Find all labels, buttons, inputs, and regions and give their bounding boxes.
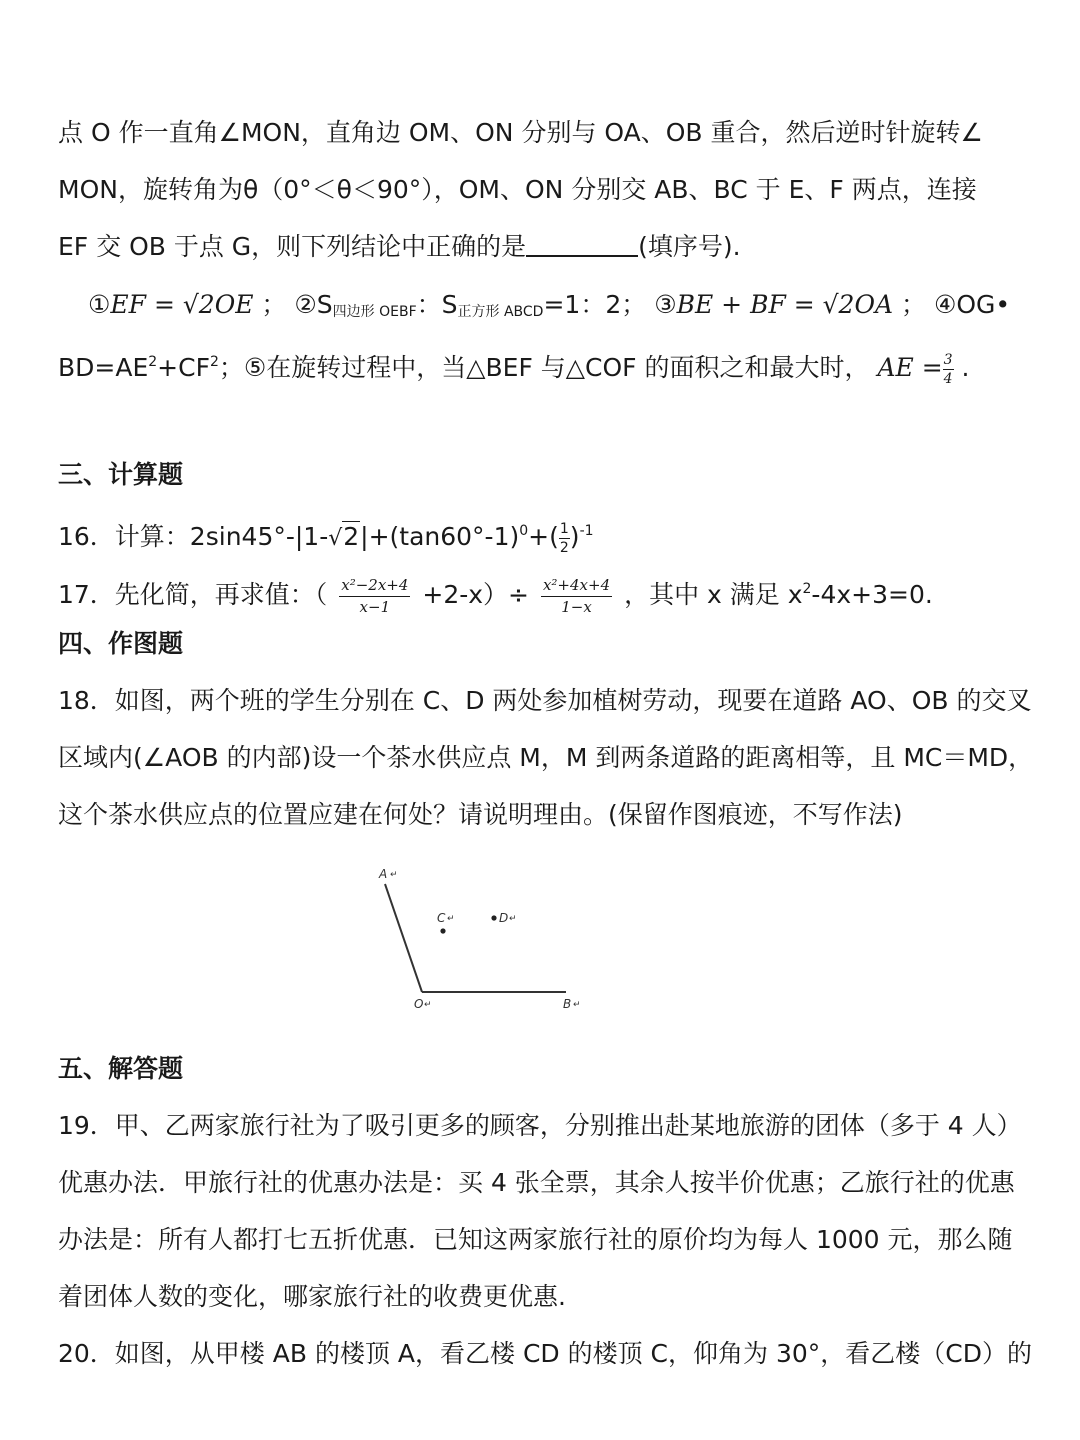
q15-line-1: 点 O 作一直角∠MON，直角边 OM、ON 分别与 OA、OB 重合，然后逆时针旋转∠: [58, 118, 983, 147]
q15-line-3-text: EF 交 OB 于点 G，则下列结论中正确的是: [58, 232, 527, 261]
separator: ；: [900, 290, 926, 319]
section-5-heading: 五、解答题: [58, 1054, 184, 1083]
sqrt-radicand: 2: [343, 522, 360, 551]
option-1-marker: ①: [88, 290, 111, 319]
q17-text-c: ，其中 x 满足 x: [624, 580, 803, 609]
label-a: A: [379, 867, 388, 881]
q15-line-3: [58, 230, 1030, 264]
q18-line-3: 这个茶水供应点的位置应建在何处？请说明理由。(保留作图痕迹，不写作法): [58, 800, 903, 829]
q16-text-a: 16．计算：2sin45°-|1-: [58, 522, 329, 551]
q17-fraction-1: [339, 575, 410, 616]
q15-line-5-b: +CF: [157, 353, 210, 382]
q16-text-d: ): [569, 522, 580, 551]
superscript: 2: [209, 354, 219, 370]
q18-line-1: 18．如图，两个班的学生分别在 C、D 两处参加植树劳动，现要在道路 AO、OB 的交叉: [58, 686, 1032, 715]
fraction-numerator: x²+4x+4: [541, 578, 612, 597]
superscript: 2: [802, 581, 812, 597]
q15-options-line: [88, 288, 1030, 329]
q15-line-5-a: BD=AE: [58, 353, 149, 382]
fraction-numerator: x²−2x+4: [339, 578, 410, 597]
ray-oa: [385, 884, 422, 992]
section-3-heading: 三、计算题: [58, 460, 184, 489]
return-mark: ↵: [573, 1000, 581, 1010]
q19-line-1: 19．甲、乙两家旅行社为了吸引更多的顾客，分别推出赴某地旅游的团体（多于 4 人）: [58, 1111, 1022, 1140]
fraction-numerator: 3: [943, 351, 953, 368]
ae-formula: AE =: [877, 353, 943, 382]
q16-fraction: [559, 522, 570, 555]
q19-line-3: 办法是：所有人都打七五折优惠．已知这两家旅行社的原价均为每人 1000 元，那么随: [58, 1225, 1013, 1254]
option-2-marker: ②S: [294, 290, 333, 319]
q15-line-3-end: (填序号).: [638, 232, 741, 261]
ae-fraction: [943, 353, 954, 386]
return-mark: ↵: [447, 914, 455, 924]
fraction-denominator: x−1: [359, 597, 391, 616]
section-4-heading: 四、作图题: [58, 629, 184, 658]
label-c: C: [437, 911, 446, 925]
q15-line-2: MON，旋转角为θ（0°＜θ＜90°），OM、ON 分别交 AB、BC 于 E、F 两点，连接: [58, 175, 977, 204]
return-mark: ↵: [509, 914, 517, 924]
q19-line-2: 优惠办法．甲旅行社的优惠办法是：买 4 张全票，其余人按半价优惠；乙旅行社的优惠: [58, 1168, 1015, 1197]
fraction-denominator: 1−x: [561, 597, 592, 616]
q15-line-5-c: ；⑤在旋转过程中，当△BEF 与△COF 的面积之和最大时，: [218, 353, 870, 382]
fraction-numerator: 1: [559, 520, 569, 537]
period: .: [961, 353, 970, 382]
option-4-marker: ④OG•: [933, 290, 1011, 319]
option-2-ratio: =1：2；: [543, 290, 647, 319]
q17-line: [58, 572, 1030, 615]
point-c: [440, 928, 445, 933]
fraction-denominator: 2: [559, 539, 569, 556]
separator: ；: [261, 290, 287, 319]
option-3-formula: BE + BF = √2OA: [676, 290, 894, 319]
option-2-colon: ：S: [416, 290, 458, 319]
q18-line-2: 区域内(∠AOB 的内部)设一个茶水供应点 M，M 到两条道路的距离相等，且 MC＝MD，: [58, 743, 1034, 772]
q17-text-a: 17．先化简，再求值：（: [58, 580, 328, 609]
q15-line-5: [58, 345, 1030, 386]
q16-text-b: |+(tan60°-1): [360, 522, 520, 551]
fraction-denominator: 4: [943, 370, 953, 387]
label-b: B: [563, 997, 572, 1011]
option-1-formula: EF = √2OE: [110, 290, 254, 319]
q16-line: [58, 514, 1030, 556]
q17-text-d: -4x+3=0.: [811, 580, 933, 609]
answer-blank[interactable]: [526, 231, 638, 257]
sqrt-sign: √: [328, 526, 343, 551]
superscript: 0: [519, 523, 529, 539]
label-d: D: [499, 911, 509, 925]
return-mark: ↵: [390, 870, 398, 880]
q20-line-1: 20．如图，从甲楼 AB 的楼顶 A，看乙楼 CD 的楼顶 C，仰角为 30°，看乙楼（CD）的: [58, 1339, 1032, 1368]
return-mark: ↵: [424, 1000, 432, 1010]
option-2-sub-quad: 四边形 OEBF: [332, 304, 417, 320]
option-2-sub-square: 正方形 ABCD: [457, 304, 544, 320]
superscript: -1: [579, 523, 594, 539]
superscript: 2: [148, 354, 158, 370]
q17-text-b: +2-x）÷: [422, 580, 529, 609]
point-d: [491, 915, 496, 920]
q19-line-4: 着团体人数的变化，哪家旅行社的收费更优惠.: [58, 1282, 566, 1311]
label-o: O: [414, 997, 424, 1011]
option-3-marker: ③: [654, 290, 677, 319]
q16-text-c: +(: [528, 522, 559, 551]
q17-fraction-2: [541, 575, 612, 616]
